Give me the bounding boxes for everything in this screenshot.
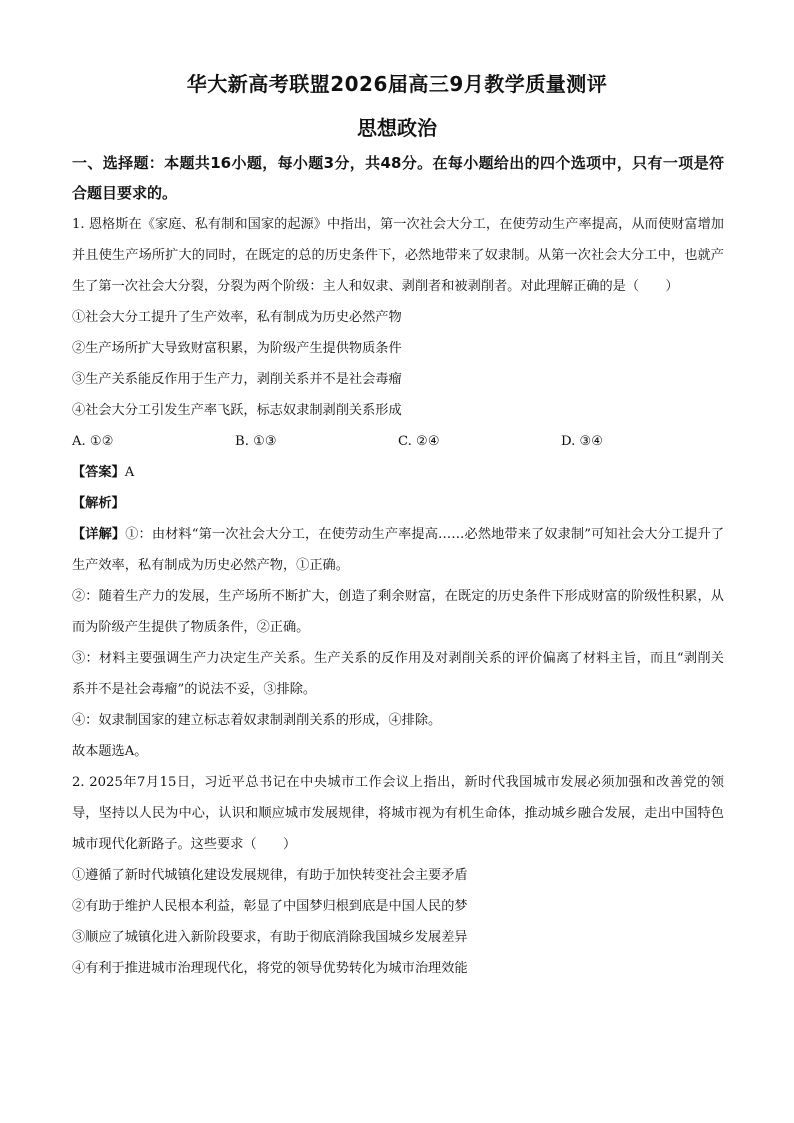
question-body: [72, 209, 724, 984]
q1-explanation-4: ④：奴隶制国家的建立标志着奴隶制剥削关系的形成，④排除。: [72, 713, 442, 728]
q1-option-b: B. ①③: [235, 434, 277, 449]
explanation-text: ①：由材料“第一次社会大分工，在使劳动生产率提高……必然地带来了奴隶制”可知社会大分工提升了生产效率，私有制成为历史必然产物，①正确。: [72, 527, 725, 573]
q1-options: [72, 426, 724, 457]
q2-stem: 2. 2025年7月15日，习近平总书记在中央城市工作会议上指出，新时代我国城市发展必须加强和改善党的领导，坚持以人民为中心，认识和顺应城市发展规律，将城市视为有机生命体，推动城乡融合发展，走出中国特色城市现代化新路子。这些要求（ ）: [72, 775, 724, 852]
q2-item-1: ①遵循了新时代城镇化建设发展规律，有助于加快转变社会主要矛盾: [72, 868, 468, 883]
q1-conclusion: 故本题选A。: [72, 744, 148, 759]
q1-option-d: D. ③④: [561, 434, 604, 449]
q1-explanation-1: [72, 519, 724, 581]
q1-item-2: ②生产场所扩大导致财富积累，为阶级产生提供物质条件: [72, 341, 402, 356]
answer-value: A: [124, 465, 135, 480]
answer-tag: 【答案】: [72, 465, 125, 480]
q1-explanation-3: ③：材料主要强调生产力决定生产关系。生产关系的反作用及对剥削关系的评价偏离了材料主旨，而且“剥削关系并不是社会毒瘤”的说法不妥，③排除。: [72, 651, 724, 697]
q1-item-1: ①社会大分工提升了生产效率，私有制成为历史必然产物: [72, 310, 402, 325]
q2-item-2: ②有助于维护人民根本利益，彰显了中国梦归根到底是中国人民的梦: [72, 899, 468, 914]
subject-title: 思想政治: [357, 116, 437, 140]
q2-item-4: ④有利于推进城市治理现代化，将党的领导优势转化为城市治理效能: [72, 961, 468, 976]
q1-stem: 1. 恩格斯在《家庭、私有制和国家的起源》中指出，第一次社会大分工，在使劳动生产率提高，从而使财富增加并且使生产场所扩大的同时，在既定的总的历史条件下，必然地带来了奴隶制。从第一次社会大分工中，也就产生了第一次社会大分裂，分裂为两个阶级：主人和奴隶、剥削者和被剥削者。对此理解正确的是（ ）: [72, 217, 724, 294]
q1-explanation-2: ②：随着生产力的发展，生产场所不断扩大，创造了剩余财富，在既定的历史条件下形成财富的阶级性积累，从而为阶级产生提供了物质条件，②正确。: [72, 589, 724, 635]
q1-item-4: ④社会大分工引发生产率飞跃，标志奴隶制剥削关系形成: [72, 403, 402, 418]
q1-item-3: ③生产关系能反作用于生产力，剥削关系并不是社会毒瘤: [72, 372, 402, 387]
q1-option-a: A. ①②: [72, 434, 114, 449]
q1-option-c: C. ②④: [398, 434, 440, 449]
q1-answer-line: [72, 457, 724, 488]
q1-analysis-line: [72, 488, 724, 519]
exam-title: 华大新高考联盟2026届高三9月教学质量测评: [186, 72, 608, 96]
detail-tag: 【详解】: [72, 527, 126, 542]
section-instruction: 一、选择题：本题共16小题，每小题3分，共48分。在每小题给出的四个选项中，只有一项是符合题目要求的。: [72, 154, 724, 202]
analysis-tag: 【解析】: [72, 496, 125, 511]
q2-item-3: ③顺应了城镇化进入新阶段要求，有助于彻底消除我国城乡发展差异: [72, 930, 468, 945]
